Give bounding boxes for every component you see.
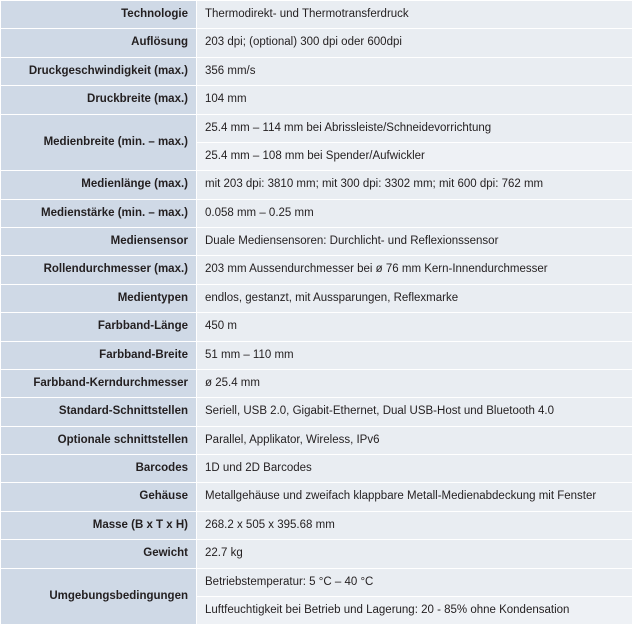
spec-label: Standard-Schnittstellen <box>1 398 197 426</box>
spec-label: Medienbreite (min. – max.) <box>1 114 197 171</box>
spec-label: Farbband-Breite <box>1 341 197 369</box>
spec-value: 0.058 mm – 0.25 mm <box>197 199 632 227</box>
table-row <box>1 426 632 454</box>
spec-label: Medienstärke (min. – max.) <box>1 199 197 227</box>
spec-label: Masse (B x T x H) <box>1 511 197 539</box>
spec-value: Luftfeuchtigkeit bei Betrieb und Lagerung: 20 - 85% ohne Kondensation <box>197 596 632 624</box>
spec-value: 356 mm/s <box>197 57 632 85</box>
table-row <box>1 341 632 369</box>
table-row <box>1 455 632 483</box>
table-row <box>1 57 632 85</box>
spec-label: Barcodes <box>1 455 197 483</box>
spec-value: 203 mm Aussendurchmesser bei ø 76 mm Kern-Innendurchmesser <box>197 256 632 284</box>
spec-label: Technologie <box>1 1 197 29</box>
spec-value: 203 dpi; (optional) 300 dpi oder 600dpi <box>197 29 632 57</box>
table-row <box>1 398 632 426</box>
spec-label: Farbband-Kerndurchmesser <box>1 369 197 397</box>
spec-value: endlos, gestanzt, mit Aussparungen, Reflexmarke <box>197 284 632 312</box>
spec-value: 450 m <box>197 313 632 341</box>
spec-value: 104 mm <box>197 86 632 114</box>
table-row <box>1 540 632 568</box>
spec-value: ø 25.4 mm <box>197 369 632 397</box>
spec-label: Gewicht <box>1 540 197 568</box>
spec-value: Parallel, Applikator, Wireless, IPv6 <box>197 426 632 454</box>
table-row <box>1 256 632 284</box>
table-row <box>1 29 632 57</box>
spec-value: 51 mm – 110 mm <box>197 341 632 369</box>
spec-label: Medientypen <box>1 284 197 312</box>
table-row <box>1 284 632 312</box>
spec-value: Thermodirekt- und Thermotransferdruck <box>197 1 632 29</box>
table-row <box>1 199 632 227</box>
spec-value: 1D und 2D Barcodes <box>197 455 632 483</box>
table-row <box>1 313 632 341</box>
table-row <box>1 171 632 199</box>
table-row <box>1 568 632 596</box>
table-row <box>1 511 632 539</box>
spec-label: Umgebungsbedingungen <box>1 568 197 625</box>
spec-value: 22.7 kg <box>197 540 632 568</box>
spec-label: Medienlänge (max.) <box>1 171 197 199</box>
spec-label: Gehäuse <box>1 483 197 511</box>
spec-value: Betriebstemperatur: 5 °C – 40 °C <box>197 568 632 596</box>
specifications-table-body <box>1 1 632 625</box>
table-row <box>1 86 632 114</box>
table-row <box>1 228 632 256</box>
spec-value: 25.4 mm – 108 mm bei Spender/Aufwickler <box>197 142 632 170</box>
table-row <box>1 369 632 397</box>
spec-label: Optionale schnittstellen <box>1 426 197 454</box>
spec-value: 25.4 mm – 114 mm bei Abrissleiste/Schneidevorrichtung <box>197 114 632 142</box>
spec-value: Duale Mediensensoren: Durchlicht- und Reflexionssensor <box>197 228 632 256</box>
spec-label: Rollendurchmesser (max.) <box>1 256 197 284</box>
spec-label: Farbband-Länge <box>1 313 197 341</box>
spec-label: Druckgeschwindigkeit (max.) <box>1 57 197 85</box>
spec-label: Mediensensor <box>1 228 197 256</box>
spec-label: Druckbreite (max.) <box>1 86 197 114</box>
table-row <box>1 1 632 29</box>
spec-value: Seriell, USB 2.0, Gigabit-Ethernet, Dual USB-Host und Bluetooth 4.0 <box>197 398 632 426</box>
spec-value: mit 203 dpi: 3810 mm; mit 300 dpi: 3302 mm; mit 600 dpi: 762 mm <box>197 171 632 199</box>
table-row <box>1 483 632 511</box>
spec-value: 268.2 x 505 x 395.68 mm <box>197 511 632 539</box>
spec-label: Auflösung <box>1 29 197 57</box>
spec-value: Metallgehäuse und zweifach klappbare Metall-Medienabdeckung mit Fenster <box>197 483 632 511</box>
table-row <box>1 114 632 142</box>
